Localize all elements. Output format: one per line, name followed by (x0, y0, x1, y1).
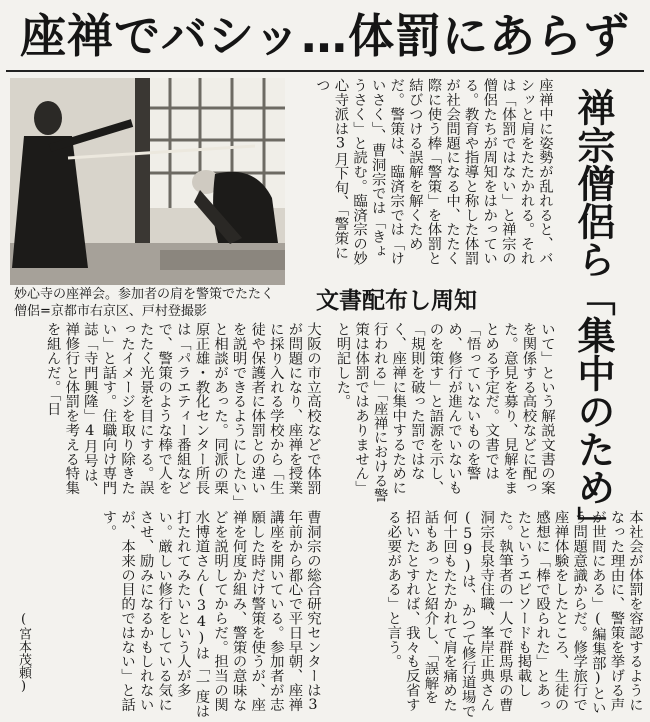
byline: (宮本茂頼) (16, 612, 31, 694)
article-block-lower: 大阪の市立高校などで体罰が問題になり、座禅を授業に採り入れる学校から「生徒や保護者に体罰との違いを説明できるようにしたい」と相談があった。同派の栗原正雄・教化センター所長は「パラエティー番組などで、警策のような棒で人をたたく光景を目にする。誤ったイメージを取り除きたい」と話す。住職向け専門誌「寺門興隆」4月号は、禅修行と体罰を考える特集を組んだ。「日 (44, 322, 321, 502)
article-block-right: 本社会が体罰を容認するようになった理由に、警策を挙げる声が世間にある」(編集部)という問題意識からだ。修学旅行で座禅体験をしたところ、生徒の感想に「棒で殴られた」とあったというエピソードも掲載した。執筆者の一人で群馬県の曹洞宗長泉寺住職、峯岸正典さん(59)は、かつて修行道場で何十回もたたかれて肩を痛めた話もあったと紹介し、「誤解を招いたとすれば、我々も反省する必要がある」と言う。 (385, 510, 643, 718)
zazen-photo-illustration (10, 78, 285, 285)
photo (10, 78, 285, 285)
photo-caption: 妙心寺の座禅会。参加者の肩を警策でたたく僧侶=京都市右京区、戸村登撮影 (14, 287, 275, 319)
article-block-middle: いて」という解説文書の案を関係する高校などに配った。意見を募り、見解をまとめる予定だ。文書では「悟っていないものを警め、修行が進んでいないものを策す」と語源を示し、「規則を破った罰ではなく、座禅に集中するために行われる」「座禅における警策は体罰ではありません」と明記した。 (334, 322, 555, 502)
subheading-main: 禅宗僧侶ら「集中のため」 (571, 88, 615, 544)
article-block-bottom: 曹洞宗の総合研究センターは3年前から都心で平日早朝、座禅講座を開いている。参加者が志願した時だけ警策を使うが、座禅を何度か組み、警策の意味などを説明してからだ。担当の関水博道さん(34)は「一度は打たれてみたいという人が多い。厳しい修行をしている気にさせ、励みになるかもしれないが、本来の目的ではない」と話す。 (100, 510, 321, 718)
headline-rule (6, 70, 644, 72)
article-block-top: 座禅中に姿勢が乱れると、バシッと肩をたたかれる。それは「体罰ではない」と禅宗の僧侶たちが周知をはかっている。教育や指導と称した体罰が社会問題になる中、たたく際に使う棒「警策」を体罰と結びつける誤解を解くためだ。警策は、臨済宗では「けいさく」、曹洞宗では「きょうさく」と読む。臨済宗の妙心寺派は3月下旬、「警策につ (313, 78, 553, 266)
subheading-second: 文書配布し周知 (316, 288, 477, 314)
headline: 座禅でバシッ…体罰にあらず (19, 9, 631, 63)
